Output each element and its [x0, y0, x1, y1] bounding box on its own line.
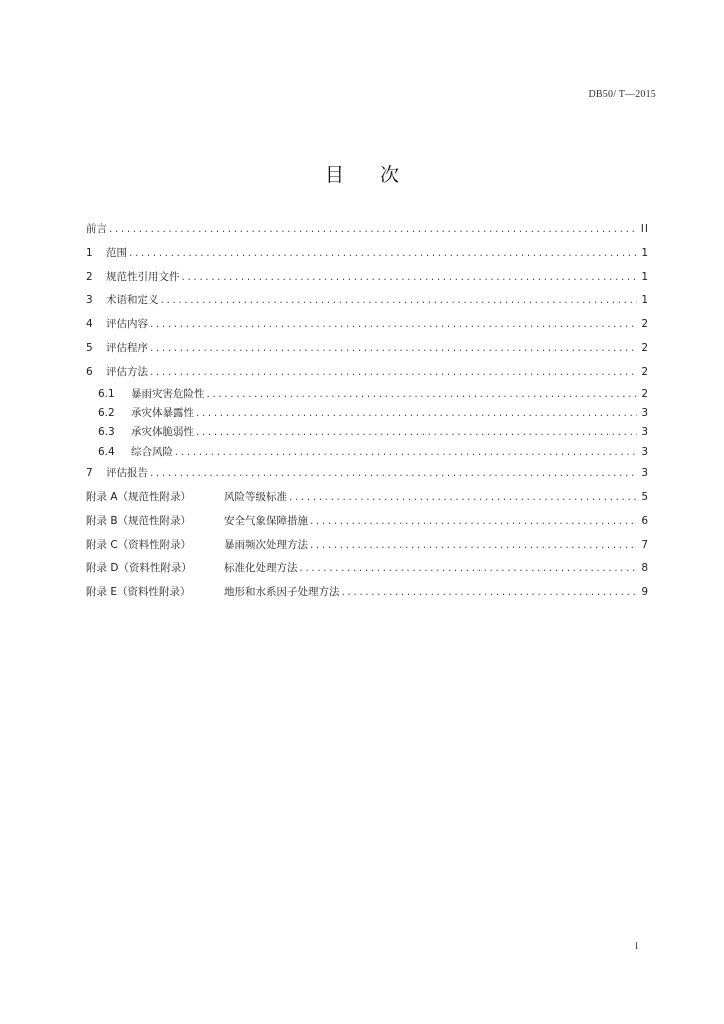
toc-leader-dots [150, 462, 637, 486]
toc-entry-label: 术语和定义 [106, 294, 159, 307]
toc-entry-page: 3 [641, 406, 649, 419]
toc-entry-label: 评估程序 [106, 341, 148, 354]
toc-leader-dots [196, 404, 637, 423]
toc-entry-number: 7 [86, 467, 93, 480]
toc-entry-section-1[interactable] [86, 242, 649, 266]
toc-entry-page: 6 [641, 514, 649, 527]
toc-leader-dots [289, 486, 637, 510]
toc-entry-label: 评估报告 [106, 467, 148, 480]
toc-entry-annex-d[interactable] [86, 557, 649, 581]
toc-leader-dots [109, 218, 637, 242]
toc-entry-number: 6.3 [98, 426, 115, 439]
toc-entry-number: 6.2 [98, 406, 115, 419]
toc-entry-page: 3 [641, 426, 649, 439]
toc-entry-section-4[interactable] [86, 313, 649, 337]
toc-entry-label: 范围 [106, 246, 127, 259]
toc-entry-label: 评估方法 [106, 365, 148, 378]
toc-entry-number: 1 [86, 246, 93, 259]
toc-entry-page: 2 [641, 365, 649, 378]
toc-entry-label: 承灾体脆弱性 [131, 426, 194, 439]
toc-entry-page: 2 [641, 318, 649, 331]
toc-entry-annex-b[interactable] [86, 510, 649, 534]
toc-entry-page: 3 [641, 467, 649, 480]
toc-entry-page: 3 [641, 445, 649, 458]
document-code: DB50/ T—2015 [588, 89, 656, 100]
toc-leader-dots [175, 443, 637, 462]
toc-entry-page: 2 [641, 387, 649, 400]
toc-entry-number: 6.4 [98, 445, 115, 458]
toc-entry-label: 规范性引用文件 [106, 270, 180, 283]
toc-entry-page: 7 [641, 538, 649, 551]
toc-entry-label: 标准化处理方法 [224, 562, 298, 575]
toc-leader-dots [207, 385, 638, 404]
toc-leader-dots [129, 242, 637, 266]
toc-entry-label: 地形和水系因子处理方法 [224, 586, 340, 599]
page-number: I [635, 941, 638, 951]
toc-entry-page: II [640, 223, 649, 235]
toc-entry-page: 8 [641, 562, 649, 575]
toc-entry-page: 9 [641, 586, 649, 599]
toc-entry-page: 5 [641, 490, 649, 503]
toc-entry-number: 5 [86, 341, 93, 354]
toc-leader-dots [150, 313, 637, 337]
toc-entry-section-6-1[interactable] [86, 385, 649, 404]
toc-entry-section-6-4[interactable] [86, 443, 649, 462]
toc-leader-dots [150, 361, 637, 385]
toc-annex-designation: 附录 E（资料性附录） [86, 586, 191, 599]
toc-entry-label: 承灾体暴露性 [131, 406, 194, 419]
toc-entry-section-6-3[interactable] [86, 423, 649, 442]
toc-leader-dots [161, 289, 638, 313]
toc-entry-section-2[interactable] [86, 266, 649, 290]
toc-entry-section-7[interactable] [86, 462, 649, 486]
toc-entry-page: 1 [641, 270, 649, 283]
toc-entry-label: 综合风险 [131, 445, 173, 458]
toc-entry-number: 2 [86, 270, 93, 283]
toc-leader-dots [196, 423, 637, 442]
toc-entry-label: 安全气象保障措施 [224, 514, 308, 527]
page-title: 目次 [324, 164, 435, 186]
toc-entry-number: 3 [86, 294, 93, 307]
toc-annex-designation: 附录 D（资料性附录） [86, 562, 192, 575]
toc-entry-section-3[interactable] [86, 289, 649, 313]
toc-entry-page: 2 [641, 341, 649, 354]
toc-entry-annex-e[interactable] [86, 581, 649, 605]
toc-annex-designation: 附录 B（规范性附录） [86, 514, 192, 527]
toc-entry-label: 前言 [86, 223, 107, 235]
toc-annex-designation: 附录 A（规范性附录） [86, 490, 192, 503]
toc-entry-label: 暴雨灾害危险性 [131, 387, 205, 400]
toc-leader-dots [342, 581, 638, 605]
table-of-contents [86, 218, 649, 605]
toc-entry-page: 1 [641, 246, 649, 259]
toc-entry-label: 风险等级标准 [224, 490, 287, 503]
toc-entry-section-5[interactable] [86, 337, 649, 361]
toc-leader-dots [150, 337, 637, 361]
toc-entry-number: 4 [86, 318, 93, 331]
toc-leader-dots [310, 534, 637, 558]
toc-leader-dots [310, 510, 637, 534]
toc-entry-label: 评估内容 [106, 318, 148, 331]
toc-entry-page: 1 [641, 294, 649, 307]
toc-annex-designation: 附录 C（资料性附录） [86, 538, 192, 551]
toc-entry-preface[interactable] [86, 218, 649, 242]
toc-leader-dots [300, 557, 638, 581]
toc-entry-label: 暴雨频次处理方法 [224, 538, 308, 551]
toc-entry-number: 6 [86, 365, 93, 378]
toc-entry-section-6-2[interactable] [86, 404, 649, 423]
toc-entry-annex-c[interactable] [86, 534, 649, 558]
toc-entry-annex-a[interactable] [86, 486, 649, 510]
toc-entry-section-6[interactable] [86, 361, 649, 385]
toc-leader-dots [182, 266, 638, 290]
toc-entry-number: 6.1 [98, 387, 115, 400]
